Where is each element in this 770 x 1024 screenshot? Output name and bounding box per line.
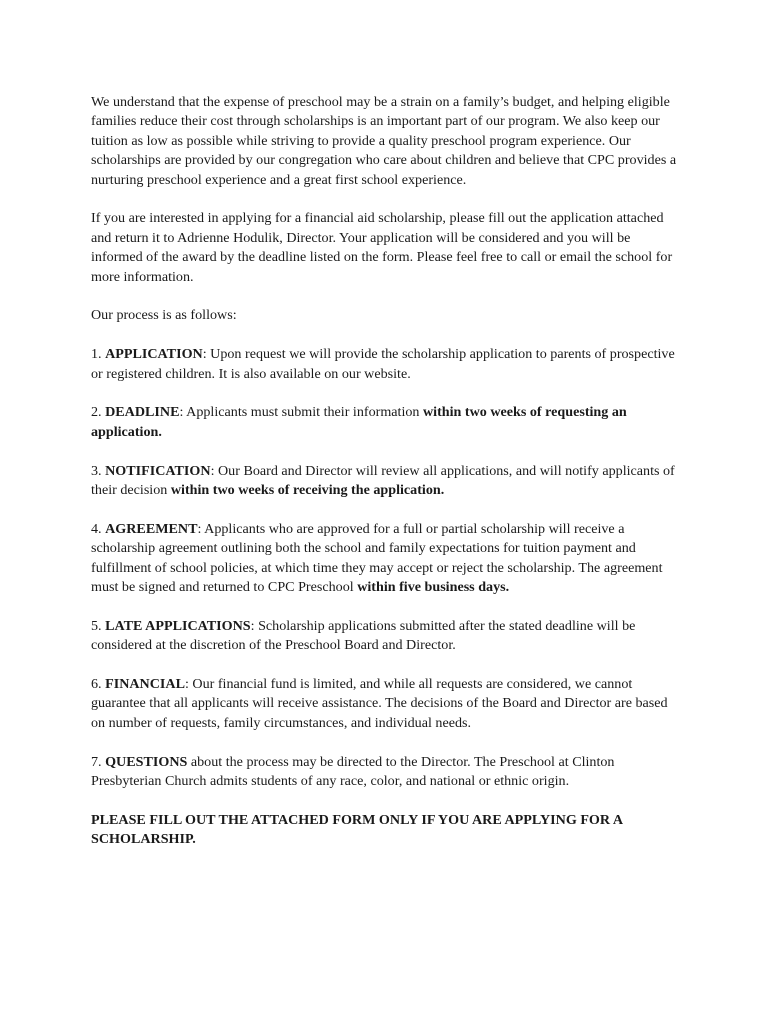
process-step-deadline — [91, 403, 681, 442]
step-text: : Our financial fund is limited, and while all requests are considered, we cannot guarantee that all applicants will receive assistance. The decisions of the Board and Director are based on number of requests, family circumstances, and individual needs. — [91, 676, 668, 731]
step-number: 5. — [91, 617, 106, 634]
step-emphasis: within two weeks of requesting an application. — [91, 404, 627, 440]
step-keyword: APPLICATION — [105, 346, 203, 363]
process-intro: Our process is as follows: — [91, 307, 237, 324]
step-text: : Upon request we will provide the scholarship application to parents of prospective or registered children. It is also available on our website. — [91, 346, 675, 382]
document-body — [91, 93, 681, 850]
step-emphasis: within two weeks of receiving the application. — [170, 482, 445, 499]
instructions-paragraph: If you are interested in applying for a financial aid scholarship, please fill out the application attached and return it to Adrienne Hodulik, Director. Your application will be considered and you will be informed of the award by the deadline listed on the form. Please feel free to call or email the school for more information. — [91, 210, 673, 285]
intro-paragraph: We understand that the expense of preschool may be a strain on a family’s budget, and helping eligible families reduce their cost through scholarships is an important part of our program. We also keep our tuition as low as possible while striving to provide a quality preschool program experience. Our scholarships are provided by our congregation who care about children and believe that CPC provides a nurturing preschool experience and a great first school experience. — [91, 94, 677, 188]
step-text: : Scholarship applications submitted after the stated deadline will be considered at the discretion of the Preschool Board and Director. — [91, 617, 636, 654]
step-number: 4. — [91, 520, 106, 537]
process-step-financial — [91, 675, 681, 733]
process-step-agreement — [91, 520, 681, 598]
step-number: 3. — [91, 462, 106, 479]
step-emphasis: within five business days. — [357, 579, 510, 596]
step-text: : Applicants must submit their information — [179, 404, 423, 421]
step-keyword: DEADLINE — [105, 404, 180, 421]
step-keyword: LATE APPLICATIONS — [105, 617, 251, 634]
step-number: 6. — [91, 676, 106, 693]
step-keyword: NOTIFICATION — [105, 462, 211, 479]
step-keyword: FINANCIAL — [105, 676, 185, 693]
process-step-questions — [91, 753, 681, 792]
step-text: : Our Board and Director will review all applications, and will notify applicants of their decision — [91, 462, 675, 499]
step-text: : Applicants who are approved for a full or partial scholarship will receive a scholarship agreement outlining both the school and family expectations for tuition payment and fulfillment of school policies, at which time they may accept or reject the scholarship. The agreement must be signed and returned to CPC Preschool — [91, 520, 663, 596]
process-step-late-applications — [91, 617, 681, 656]
closing-notice: PLEASE FILL OUT THE ATTACHED FORM ONLY IF YOU ARE APPLYING FOR A SCHOLARSHIP. — [91, 811, 623, 848]
process-step-notification — [91, 462, 681, 501]
step-number: 1. — [91, 346, 106, 363]
step-number: 7. — [91, 753, 106, 770]
step-keyword: AGREEMENT — [105, 520, 198, 537]
step-text: about the process may be directed to the Director. The Preschool at Clinton Presbyterian Church admits students of any race, color, and national or ethnic origin. — [91, 753, 615, 790]
process-step-application — [91, 345, 681, 384]
step-keyword: QUESTIONS — [105, 753, 188, 770]
step-number: 2. — [91, 404, 106, 421]
